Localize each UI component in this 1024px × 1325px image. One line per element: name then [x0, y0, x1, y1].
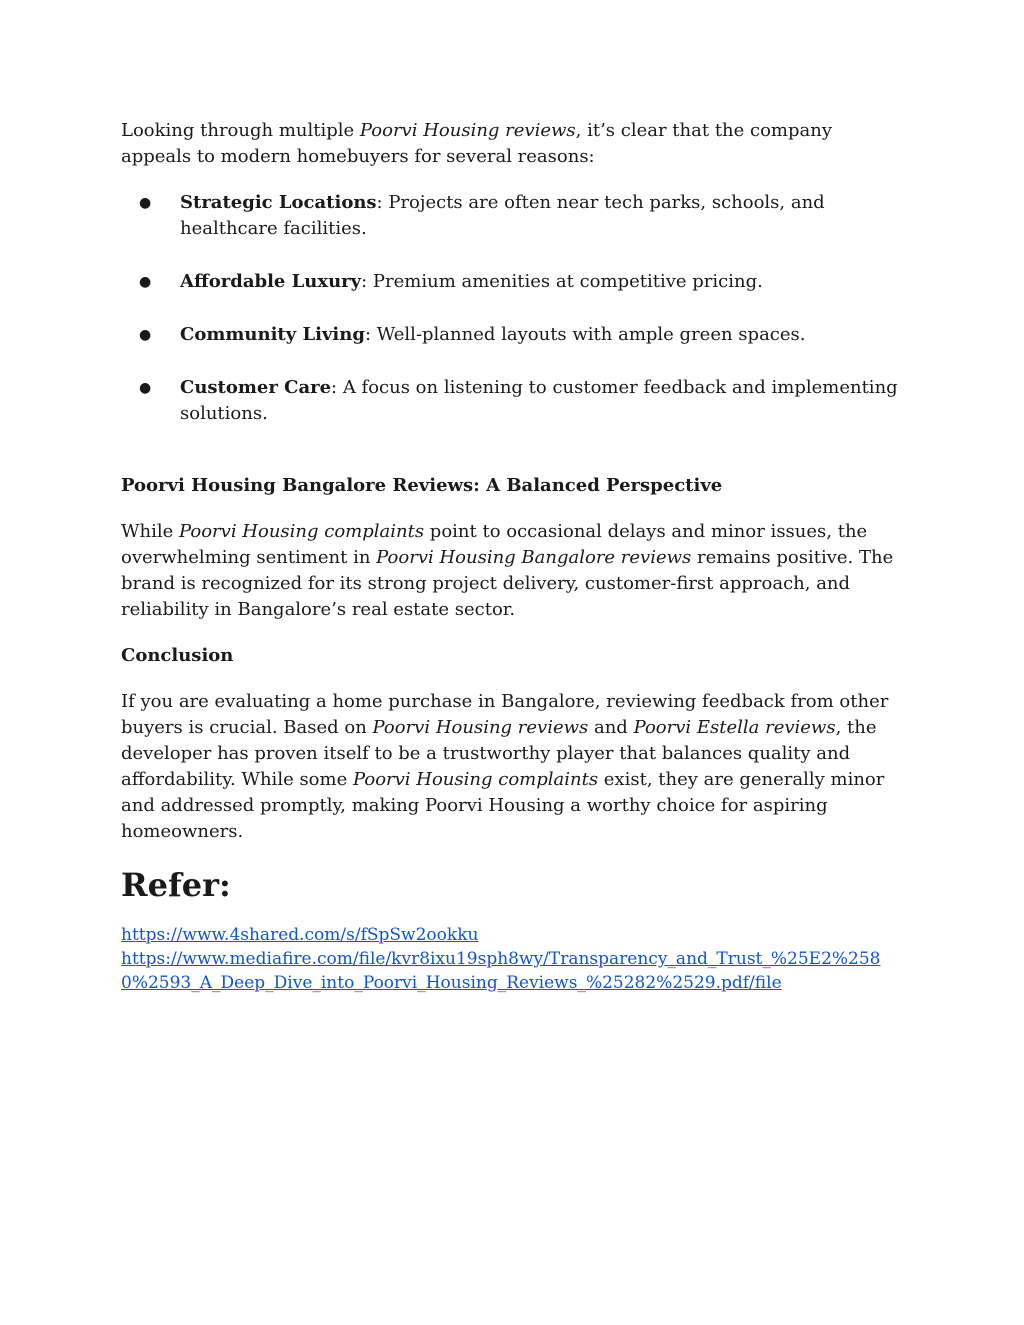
- emphasis-housing-reviews: Poorvi Housing reviews: [372, 717, 589, 738]
- conclusion-paragraph: If you are evaluating a home purchase in Bangalore, reviewing feedback from other buyers is crucial. Based on Poorvi Housing reviews and Poorvi Estella reviews, the developer has proven itself to be a trustworthy player that balances quality and affordability. While some Poorvi Housing complaints exist, they are generally minor and addressed promptly, making Poorvi Housing a worthy choice for aspiring homeowners.: [121, 691, 889, 842]
- reason-title: Strategic Locations: [180, 192, 377, 213]
- emphasis-estella-reviews: Poorvi Estella reviews: [633, 717, 836, 738]
- link-mediafire[interactable]: https://www.mediafire.com/file/kvr8ixu19sph8wy/Transparency_and_Trust_%25E2%2580%2593_A_Deep_Dive_into_Poorvi_Housing_Reviews_%25282%2529.pdf/file: [121, 949, 881, 993]
- intro-emphasis: Poorvi Housing reviews: [359, 120, 576, 141]
- reference-links: [121, 923, 901, 995]
- bullet-icon: ●: [139, 274, 152, 290]
- intro-paragraph: Looking through multiple Poorvi Housing reviews, it’s clear that the company appeals to modern homebuyers for several reasons:: [121, 120, 833, 167]
- emphasis-complaints: Poorvi Housing complaints: [352, 769, 599, 790]
- emphasis-complaints: Poorvi Housing complaints: [178, 521, 425, 542]
- link-4shared[interactable]: https://www.4shared.com/s/fSpSw2ookku: [121, 925, 479, 945]
- emphasis-bangalore-reviews: Poorvi Housing Bangalore reviews: [376, 547, 692, 568]
- reason-title: Affordable Luxury: [180, 271, 362, 292]
- reason-title: Community Living: [180, 324, 365, 345]
- reason-title: Customer Care: [180, 377, 332, 398]
- list-item: ● Customer Care: A focus on listening to customer feedback and implementing solutions.: [139, 377, 898, 424]
- balanced-heading: Poorvi Housing Bangalore Reviews: A Balanced Perspective: [121, 475, 723, 496]
- document-page: [121, 118, 901, 995]
- bullet-icon: ●: [139, 195, 152, 211]
- bullet-icon: ●: [139, 380, 152, 396]
- list-item: ● Affordable Luxury: Premium amenities at competitive pricing.: [121, 269, 901, 295]
- list-item: ● Strategic Locations: Projects are often near tech parks, schools, and healthcare facilities.: [139, 192, 825, 239]
- conclusion-heading: Conclusion: [121, 645, 234, 666]
- bullet-icon: ●: [139, 327, 152, 343]
- list-item: ● Community Living: Well-planned layouts with ample green spaces.: [121, 322, 901, 348]
- reasons-list: [121, 190, 901, 427]
- balanced-paragraph: While Poorvi Housing complaints point to occasional delays and minor issues, the overwhelming sentiment in Poorvi Housing Bangalore reviews remains positive. The brand is recognized for its strong project delivery, customer-first approach, and reliability in Bangalore’s real estate sector.: [121, 521, 894, 620]
- refer-heading: Refer:: [121, 866, 231, 904]
